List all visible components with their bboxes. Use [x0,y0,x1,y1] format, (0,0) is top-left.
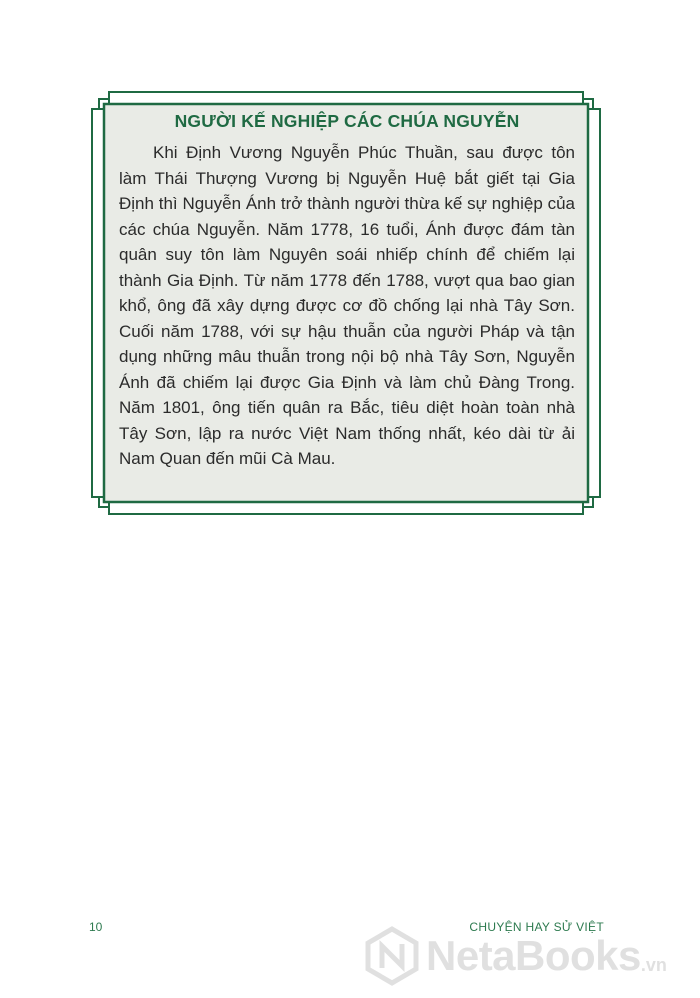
watermark [364,924,694,988]
netabooks-logo-icon [364,926,420,986]
box-body: Khi Định Vương Nguyễn Phúc Thuần, sau được tôn làm Thái Thượng Vương bị Nguyễn Huệ bắt giết tại Gia Định thì Nguyễn Ánh trở thành người thừa kế sự nghiệp của các chúa Nguyễn. Năm 1778, 16 tuổi, Ánh được đám tàn quân suy tôn làm Nguyên soái nhiếp chính để chiếm lại thành Gia Định. Từ năm 1778 đến 1788, vượt qua bao gian khổ, ông đã xây dựng được cơ đồ chống lại nhà Tây Sơn. Cuối năm 1788, với sự hậu thuẫn của người Pháp và tận dụng những mâu thuẫn trong nội bộ nhà Tây Sơn, Nguyễn Ánh đã chiếm lại được Gia Định và làm chủ Đàng Trong. Năm 1801, ông tiến quân ra Bắc, tiêu diệt hoàn toàn nhà Tây Sơn, lập ra nước Việt Nam thống nhất, kéo dài từ ải Nam Quan đến mũi Cà Mau. [119,143,575,468]
watermark-suffix: .vn [640,954,667,975]
sidebar-box [89,89,603,517]
running-footer-title: CHUYỆN HAY SỬ VIỆT [469,920,604,934]
page-number: 10 [89,920,103,934]
watermark-brand: NetaBooks [426,932,641,979]
box-title: NGƯỜI KẾ NGHIỆP CÁC CHÚA NGUYỄN [174,111,520,131]
